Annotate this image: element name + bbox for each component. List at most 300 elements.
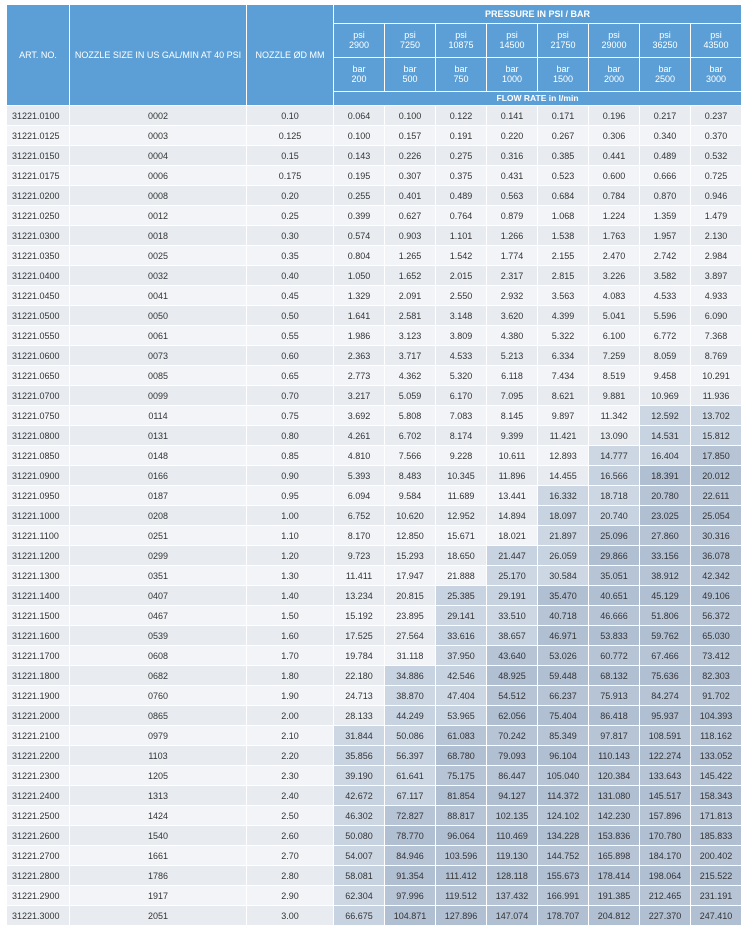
flow-rate-cell: 104.393 <box>691 706 741 725</box>
flow-rate-cell: 0.191 <box>436 126 486 145</box>
flow-rate-cell: 7.434 <box>538 366 588 385</box>
art-no-cell: 31221.0250 <box>7 206 69 225</box>
flow-rate-cell: 29.191 <box>487 586 537 605</box>
flow-rate-cell: 33.156 <box>640 546 690 565</box>
flow-rate-cell: 9.399 <box>487 426 537 445</box>
flow-rate-cell: 38.657 <box>487 626 537 645</box>
flow-rate-cell: 14.531 <box>640 426 690 445</box>
nozzle-diameter-cell: 0.95 <box>247 486 333 505</box>
nozzle-size-cell: 0865 <box>70 706 246 725</box>
flow-rate-cell: 153.836 <box>589 826 639 845</box>
bar-header: bar 1000 <box>487 58 537 91</box>
nozzle-size-cell: 0299 <box>70 546 246 565</box>
flow-rate-cell: 0.441 <box>589 146 639 165</box>
flow-rate-cell: 2.773 <box>334 366 384 385</box>
flow-rate-cell: 0.100 <box>334 126 384 145</box>
flow-rate-cell: 54.512 <box>487 686 537 705</box>
nozzle-diameter-cell: 0.45 <box>247 286 333 305</box>
flow-rate-cell: 0.171 <box>538 106 588 125</box>
flow-rate-cell: 2.550 <box>436 286 486 305</box>
flow-rate-cell: 85.349 <box>538 726 588 745</box>
psi-header: psi 10875 <box>436 24 486 57</box>
flow-rate-cell: 8.483 <box>385 466 435 485</box>
flow-rate-cell: 0.946 <box>691 186 741 205</box>
nozzle-diameter-cell: 0.25 <box>247 206 333 225</box>
nozzle-diameter-cell: 1.10 <box>247 526 333 545</box>
col-header-pressure: PRESSURE IN PSI / BAR <box>334 5 741 23</box>
flow-rate-cell: 7.259 <box>589 346 639 365</box>
flow-rate-cell: 40.651 <box>589 586 639 605</box>
psi-header: psi 21750 <box>538 24 588 57</box>
flow-rate-cell: 18.718 <box>589 486 639 505</box>
nozzle-size-cell: 0061 <box>70 326 246 345</box>
nozzle-size-cell: 0012 <box>70 206 246 225</box>
flow-rate-cell: 212.465 <box>640 886 690 905</box>
flow-rate-cell: 94.127 <box>487 786 537 805</box>
flow-rate-cell: 0.375 <box>436 166 486 185</box>
flow-rate-cell: 110.469 <box>487 826 537 845</box>
flow-rate-cell: 5.320 <box>436 366 486 385</box>
flow-rate-cell: 75.913 <box>589 686 639 705</box>
flow-rate-cell: 2.130 <box>691 226 741 245</box>
flow-rate-cell: 6.100 <box>589 326 639 345</box>
table-row <box>7 626 741 645</box>
table-body <box>7 106 741 925</box>
flow-rate-cell: 27.860 <box>640 526 690 545</box>
nozzle-size-cell: 1540 <box>70 826 246 845</box>
flow-rate-cell: 0.523 <box>538 166 588 185</box>
nozzle-diameter-cell: 0.175 <box>247 166 333 185</box>
flow-rate-cell: 105.040 <box>538 766 588 785</box>
flow-rate-cell: 145.422 <box>691 766 741 785</box>
table-row <box>7 826 741 845</box>
flow-rate-cell: 17.525 <box>334 626 384 645</box>
art-no-cell: 31221.0850 <box>7 446 69 465</box>
flow-rate-cell: 2.742 <box>640 246 690 265</box>
table-row <box>7 666 741 685</box>
table-row <box>7 766 741 785</box>
flow-rate-cell: 120.384 <box>589 766 639 785</box>
nozzle-diameter-cell: 0.40 <box>247 266 333 285</box>
art-no-cell: 31221.0800 <box>7 426 69 445</box>
col-header-nozzle-size: NOZZLE SIZE IN US GAL/MIN AT 40 PSI <box>70 5 246 105</box>
art-no-cell: 31221.1500 <box>7 606 69 625</box>
flow-rate-cell: 7.083 <box>436 406 486 425</box>
flow-rate-cell: 104.871 <box>385 906 435 925</box>
flow-rate-cell: 2.470 <box>589 246 639 265</box>
flow-rate-cell: 0.532 <box>691 146 741 165</box>
flow-rate-cell: 4.261 <box>334 426 384 445</box>
flow-rate-cell: 75.636 <box>640 666 690 685</box>
flow-rate-cell: 25.385 <box>436 586 486 605</box>
flow-rate-cell: 50.080 <box>334 826 384 845</box>
flow-rate-cell: 3.717 <box>385 346 435 365</box>
flow-rate-cell: 231.191 <box>691 886 741 905</box>
nozzle-diameter-cell: 2.10 <box>247 726 333 745</box>
flow-rate-cell: 1.479 <box>691 206 741 225</box>
flow-rate-cell: 0.489 <box>640 146 690 165</box>
table-row <box>7 286 741 305</box>
table-row <box>7 846 741 865</box>
flow-rate-cell: 5.059 <box>385 386 435 405</box>
col-header-art-no: ART. NO. <box>7 5 69 105</box>
table-row <box>7 166 741 185</box>
nozzle-diameter-cell: 2.30 <box>247 766 333 785</box>
nozzle-size-cell: 0208 <box>70 506 246 525</box>
psi-header: psi 43500 <box>691 24 741 57</box>
flow-rate-cell: 1.224 <box>589 206 639 225</box>
flow-rate-cell: 0.157 <box>385 126 435 145</box>
art-no-cell: 31221.1900 <box>7 686 69 705</box>
nozzle-diameter-cell: 2.20 <box>247 746 333 765</box>
flow-rate-table <box>6 4 742 926</box>
flow-rate-cell: 2.932 <box>487 286 537 305</box>
art-no-cell: 31221.2900 <box>7 886 69 905</box>
art-no-cell: 31221.0450 <box>7 286 69 305</box>
flow-rate-cell: 61.641 <box>385 766 435 785</box>
table-row <box>7 866 741 885</box>
nozzle-diameter-cell: 1.90 <box>247 686 333 705</box>
bar-header: bar 1500 <box>538 58 588 91</box>
nozzle-diameter-cell: 0.125 <box>247 126 333 145</box>
flow-rate-cell: 24.713 <box>334 686 384 705</box>
flow-rate-cell: 29.141 <box>436 606 486 625</box>
flow-rate-cell: 0.574 <box>334 226 384 245</box>
flow-rate-cell: 165.898 <box>589 846 639 865</box>
flow-rate-cell: 49.106 <box>691 586 741 605</box>
flow-rate-cell: 0.217 <box>640 106 690 125</box>
table-row <box>7 346 741 365</box>
flow-rate-cell: 142.230 <box>589 806 639 825</box>
flow-rate-cell: 84.946 <box>385 846 435 865</box>
flow-rate-cell: 62.056 <box>487 706 537 725</box>
flow-rate-cell: 0.143 <box>334 146 384 165</box>
flow-rate-cell: 22.611 <box>691 486 741 505</box>
table-row <box>7 886 741 905</box>
flow-rate-cell: 61.083 <box>436 726 486 745</box>
flow-rate-cell: 0.666 <box>640 166 690 185</box>
flow-rate-cell: 3.563 <box>538 286 588 305</box>
flow-rate-cell: 11.896 <box>487 466 537 485</box>
art-no-cell: 31221.2600 <box>7 826 69 845</box>
flow-rate-cell: 9.584 <box>385 486 435 505</box>
flow-rate-cell: 17.850 <box>691 446 741 465</box>
flow-rate-cell: 37.950 <box>436 646 486 665</box>
flow-rate-cell: 1.359 <box>640 206 690 225</box>
flow-rate-cell: 10.611 <box>487 446 537 465</box>
flow-rate-cell: 12.592 <box>640 406 690 425</box>
flow-rate-cell: 46.971 <box>538 626 588 645</box>
nozzle-size-cell: 0682 <box>70 666 246 685</box>
table-row <box>7 266 741 285</box>
table-row <box>7 406 741 425</box>
art-no-cell: 31221.1100 <box>7 526 69 545</box>
table-row <box>7 446 741 465</box>
nozzle-size-cell: 0041 <box>70 286 246 305</box>
flow-rate-cell: 35.051 <box>589 566 639 585</box>
flow-rate-cell: 0.307 <box>385 166 435 185</box>
flow-rate-cell: 34.886 <box>385 666 435 685</box>
flow-rate-cell: 134.228 <box>538 826 588 845</box>
flow-rate-cell: 0.804 <box>334 246 384 265</box>
nozzle-size-cell: 1205 <box>70 766 246 785</box>
flow-rate-cell: 2.317 <box>487 266 537 285</box>
flow-rate-cell: 1.957 <box>640 226 690 245</box>
flow-rate-cell: 108.591 <box>640 726 690 745</box>
flow-rate-cell: 28.133 <box>334 706 384 725</box>
table-row <box>7 646 741 665</box>
nozzle-size-cell: 0025 <box>70 246 246 265</box>
flow-rate-cell: 84.274 <box>640 686 690 705</box>
flow-rate-cell: 0.627 <box>385 206 435 225</box>
flow-rate-cell: 19.784 <box>334 646 384 665</box>
nozzle-diameter-cell: 0.85 <box>247 446 333 465</box>
art-no-cell: 31221.2100 <box>7 726 69 745</box>
flow-rate-cell: 9.458 <box>640 366 690 385</box>
nozzle-size-cell: 0002 <box>70 106 246 125</box>
flow-rate-cell: 0.226 <box>385 146 435 165</box>
flow-rate-cell: 18.097 <box>538 506 588 525</box>
flow-rate-cell: 3.897 <box>691 266 741 285</box>
flow-rate-cell: 96.104 <box>538 746 588 765</box>
flow-rate-cell: 10.969 <box>640 386 690 405</box>
art-no-cell: 31221.0950 <box>7 486 69 505</box>
flow-rate-cell: 73.412 <box>691 646 741 665</box>
flow-rate-cell: 6.772 <box>640 326 690 345</box>
flow-rate-cell: 30.316 <box>691 526 741 545</box>
flow-rate-cell: 2.815 <box>538 266 588 285</box>
bar-header: bar 500 <box>385 58 435 91</box>
flow-rate-cell: 0.196 <box>589 106 639 125</box>
flow-rate-cell: 10.620 <box>385 506 435 525</box>
nozzle-size-cell: 0760 <box>70 686 246 705</box>
nozzle-size-cell: 0187 <box>70 486 246 505</box>
nozzle-diameter-cell: 1.50 <box>247 606 333 625</box>
flow-rate-cell: 35.856 <box>334 746 384 765</box>
flow-rate-cell: 3.620 <box>487 306 537 325</box>
flow-rate-cell: 7.368 <box>691 326 741 345</box>
flow-rate-cell: 16.404 <box>640 446 690 465</box>
flow-rate-cell: 1.652 <box>385 266 435 285</box>
table-row <box>7 206 741 225</box>
art-no-cell: 31221.2300 <box>7 766 69 785</box>
flow-rate-cell: 9.723 <box>334 546 384 565</box>
flow-rate-cell: 3.148 <box>436 306 486 325</box>
flow-rate-cell: 114.372 <box>538 786 588 805</box>
flow-rate-cell: 184.170 <box>640 846 690 865</box>
art-no-cell: 31221.2400 <box>7 786 69 805</box>
flow-rate-cell: 7.566 <box>385 446 435 465</box>
flow-rate-cell: 62.304 <box>334 886 384 905</box>
nozzle-size-cell: 2051 <box>70 906 246 925</box>
flow-rate-cell: 35.470 <box>538 586 588 605</box>
flow-rate-cell: 1.329 <box>334 286 384 305</box>
flow-rate-cell: 1.068 <box>538 206 588 225</box>
flow-rate-cell: 54.007 <box>334 846 384 865</box>
flow-rate-cell: 0.385 <box>538 146 588 165</box>
flow-rate-cell: 131.080 <box>589 786 639 805</box>
flow-rate-cell: 42.342 <box>691 566 741 585</box>
flow-rate-cell: 2.015 <box>436 266 486 285</box>
flow-rate-cell: 12.893 <box>538 446 588 465</box>
flow-rate-cell: 4.533 <box>640 286 690 305</box>
table-row <box>7 566 741 585</box>
nozzle-size-cell: 0073 <box>70 346 246 365</box>
flow-rate-cell: 75.404 <box>538 706 588 725</box>
flow-rate-cell: 43.640 <box>487 646 537 665</box>
flow-rate-cell: 13.702 <box>691 406 741 425</box>
nozzle-diameter-cell: 0.20 <box>247 186 333 205</box>
flow-rate-cell: 59.762 <box>640 626 690 645</box>
nozzle-size-cell: 0131 <box>70 426 246 445</box>
nozzle-size-cell: 0099 <box>70 386 246 405</box>
flow-rate-cell: 14.455 <box>538 466 588 485</box>
flow-rate-cell: 2.984 <box>691 246 741 265</box>
table-row <box>7 466 741 485</box>
nozzle-diameter-cell: 0.75 <box>247 406 333 425</box>
flow-rate-cell: 3.217 <box>334 386 384 405</box>
flow-rate-cell: 119.130 <box>487 846 537 865</box>
flow-rate-cell: 0.255 <box>334 186 384 205</box>
nozzle-diameter-cell: 1.40 <box>247 586 333 605</box>
flow-rate-cell: 133.643 <box>640 766 690 785</box>
flow-rate-cell: 45.129 <box>640 586 690 605</box>
table-row <box>7 426 741 445</box>
nozzle-size-cell: 0608 <box>70 646 246 665</box>
table-row <box>7 326 741 345</box>
psi-header: psi 36250 <box>640 24 690 57</box>
table-row <box>7 546 741 565</box>
bar-header: bar 2000 <box>589 58 639 91</box>
flow-rate-cell: 1.986 <box>334 326 384 345</box>
art-no-cell: 31221.0750 <box>7 406 69 425</box>
flow-rate-cell: 6.170 <box>436 386 486 405</box>
flow-rate-cell: 128.118 <box>487 866 537 885</box>
flow-rate-cell: 38.870 <box>385 686 435 705</box>
nozzle-size-cell: 1661 <box>70 846 246 865</box>
flow-rate-cell: 66.237 <box>538 686 588 705</box>
flow-rate-cell: 97.996 <box>385 886 435 905</box>
flow-rate-cell: 40.718 <box>538 606 588 625</box>
flow-rate-cell: 6.334 <box>538 346 588 365</box>
flow-rate-cell: 51.806 <box>640 606 690 625</box>
nozzle-size-cell: 0351 <box>70 566 246 585</box>
flow-rate-cell: 15.812 <box>691 426 741 445</box>
flow-rate-cell: 9.881 <box>589 386 639 405</box>
art-no-cell: 31221.2700 <box>7 846 69 865</box>
art-no-cell: 31221.2200 <box>7 746 69 765</box>
flow-rate-cell: 22.180 <box>334 666 384 685</box>
flow-rate-cell: 56.397 <box>385 746 435 765</box>
flow-rate-cell: 33.616 <box>436 626 486 645</box>
flow-rate-cell: 5.596 <box>640 306 690 325</box>
flow-rate-cell: 8.059 <box>640 346 690 365</box>
flow-rate-cell: 20.740 <box>589 506 639 525</box>
flow-rate-cell: 4.533 <box>436 346 486 365</box>
flow-rate-cell: 157.896 <box>640 806 690 825</box>
flow-rate-cell: 0.879 <box>487 206 537 225</box>
flow-rate-cell: 247.410 <box>691 906 741 925</box>
flow-rate-cell: 1.538 <box>538 226 588 245</box>
nozzle-diameter-cell: 0.55 <box>247 326 333 345</box>
flow-rate-cell: 122.274 <box>640 746 690 765</box>
flow-rate-cell: 8.769 <box>691 346 741 365</box>
flow-rate-cell: 18.650 <box>436 546 486 565</box>
nozzle-diameter-cell: 2.40 <box>247 786 333 805</box>
art-no-cell: 31221.0100 <box>7 106 69 125</box>
art-no-cell: 31221.0300 <box>7 226 69 245</box>
table-row <box>7 706 741 725</box>
flow-rate-cell: 38.912 <box>640 566 690 585</box>
flow-rate-cell: 39.190 <box>334 766 384 785</box>
flow-rate-cell: 31.844 <box>334 726 384 745</box>
flow-rate-cell: 23.895 <box>385 606 435 625</box>
flow-rate-cell: 48.925 <box>487 666 537 685</box>
flow-rate-cell: 8.174 <box>436 426 486 445</box>
flow-rate-cell: 78.770 <box>385 826 435 845</box>
nozzle-size-cell: 0979 <box>70 726 246 745</box>
flow-rate-cell: 31.118 <box>385 646 435 665</box>
flow-rate-cell: 13.441 <box>487 486 537 505</box>
flow-rate-cell: 5.322 <box>538 326 588 345</box>
nozzle-size-cell: 0467 <box>70 606 246 625</box>
flow-rate-cell: 102.135 <box>487 806 537 825</box>
flow-rate-cell: 14.777 <box>589 446 639 465</box>
flow-rate-cell: 137.432 <box>487 886 537 905</box>
nozzle-diameter-cell: 0.90 <box>247 466 333 485</box>
art-no-cell: 31221.0900 <box>7 466 69 485</box>
flow-rate-cell: 0.489 <box>436 186 486 205</box>
nozzle-diameter-cell: 2.60 <box>247 826 333 845</box>
flow-rate-cell: 0.870 <box>640 186 690 205</box>
flow-rate-cell: 36.078 <box>691 546 741 565</box>
flow-rate-cell: 6.094 <box>334 486 384 505</box>
flow-rate-cell: 86.447 <box>487 766 537 785</box>
flow-rate-cell: 0.684 <box>538 186 588 205</box>
flow-rate-cell: 8.519 <box>589 366 639 385</box>
nozzle-diameter-cell: 1.00 <box>247 506 333 525</box>
table-row <box>7 106 741 125</box>
flow-rate-cell: 91.702 <box>691 686 741 705</box>
flow-rate-cell: 68.132 <box>589 666 639 685</box>
nozzle-diameter-cell: 0.80 <box>247 426 333 445</box>
flow-rate-cell: 12.850 <box>385 526 435 545</box>
table-row <box>7 246 741 265</box>
nozzle-size-cell: 0085 <box>70 366 246 385</box>
art-no-cell: 31221.3000 <box>7 906 69 925</box>
nozzle-diameter-cell: 0.30 <box>247 226 333 245</box>
table-row <box>7 146 741 165</box>
flow-rate-cell: 1.101 <box>436 226 486 245</box>
flow-rate-cell: 65.030 <box>691 626 741 645</box>
flow-rate-cell: 20.012 <box>691 466 741 485</box>
flow-rate-cell: 58.081 <box>334 866 384 885</box>
flow-rate-cell: 178.707 <box>538 906 588 925</box>
flow-rate-cell: 59.448 <box>538 666 588 685</box>
flow-rate-cell: 67.466 <box>640 646 690 665</box>
flow-rate-cell: 11.689 <box>436 486 486 505</box>
nozzle-size-cell: 0407 <box>70 586 246 605</box>
flow-rate-cell: 133.052 <box>691 746 741 765</box>
flow-rate-cell: 1.266 <box>487 226 537 245</box>
nozzle-size-cell: 0166 <box>70 466 246 485</box>
nozzle-size-cell: 0539 <box>70 626 246 645</box>
table-row <box>7 786 741 805</box>
flow-rate-cell: 170.780 <box>640 826 690 845</box>
flow-rate-cell: 15.192 <box>334 606 384 625</box>
table-row <box>7 906 741 925</box>
flow-rate-cell: 191.385 <box>589 886 639 905</box>
